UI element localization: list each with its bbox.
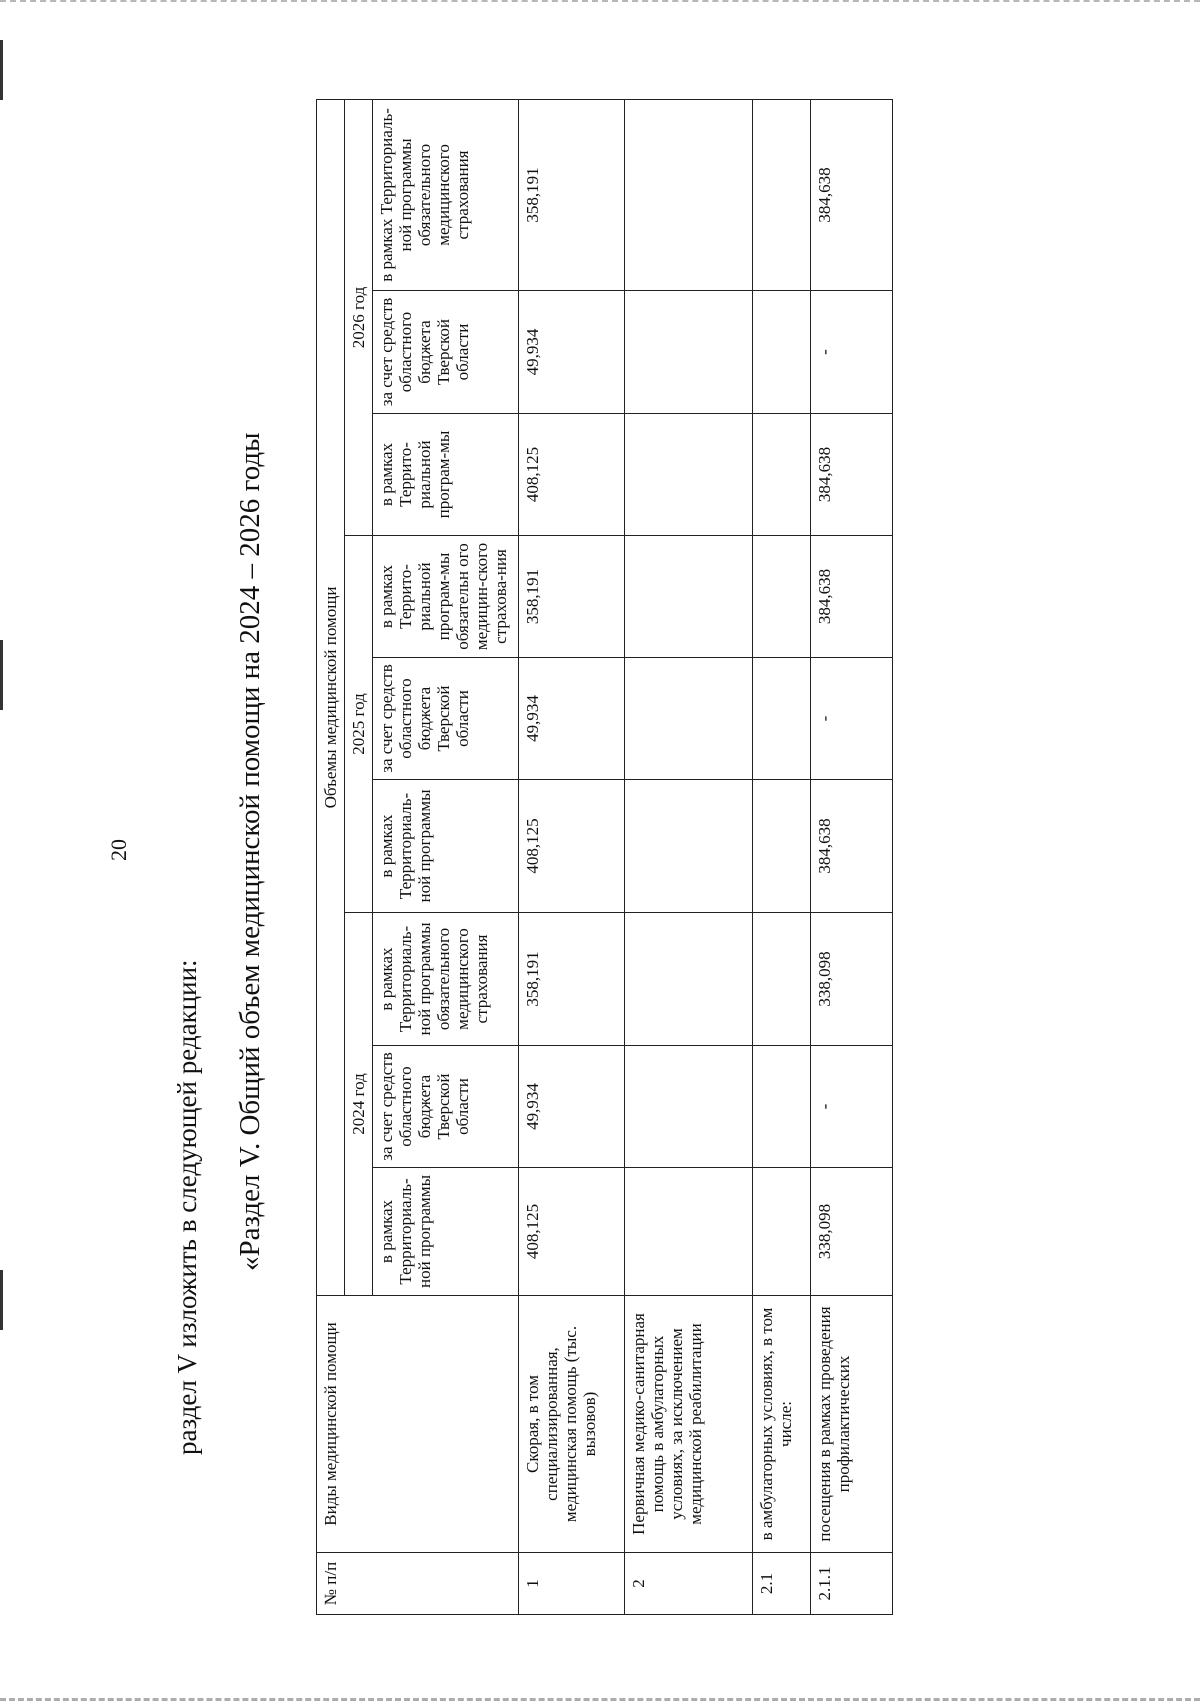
header-year-2026: 2026 год [345,99,373,535]
table-row [625,99,753,1614]
header-kind: Виды медицинской помощи [317,1296,519,1553]
header-year-2025: 2025 год [345,536,373,913]
row-value [753,99,811,290]
row-value: 49,934 [519,291,625,414]
header-source-cell: в рамках Террито-риальной програм-мы обязательн ого медицин-ского страхова-ния [373,536,519,658]
row-value [625,99,753,290]
row-value: - [811,658,893,780]
table-row [753,99,811,1614]
row-value [753,536,811,658]
row-value [625,913,753,1046]
header-volumes: Объемы медицинской помощи [317,99,345,1295]
row-value [753,414,811,536]
row-value [625,1046,753,1168]
header-source-cell: за счет средств областного бюджета Тверской области [373,658,519,780]
row-value [625,414,753,536]
header-source-cell: в рамках Территориаль-ной программы [373,780,519,913]
header-source-cell: за счет средств областного бюджета Тверской области [373,1046,519,1168]
row-value: 49,934 [519,1046,625,1168]
header-source-cell: в рамках Территориаль-ной программы [373,1168,519,1296]
row-value [625,780,753,913]
row-value: 338,098 [811,913,893,1046]
header-row-1 [317,99,345,1614]
row-num: 2 [625,1553,753,1615]
row-value: 408,125 [519,414,625,536]
row-value: 358,191 [519,536,625,658]
row-kind: посещения в рамках проведения профилактических [811,1296,893,1553]
volumes-table [316,99,893,1615]
row-value [625,291,753,414]
header-source-cell: в рамках Террито-риальной програм-мы [373,414,519,536]
header-year-2024: 2024 год [345,913,373,1296]
row-num: 2.1.1 [811,1553,893,1615]
table-row [811,99,893,1614]
row-value [753,1046,811,1168]
row-value [625,1168,753,1296]
row-value: 384,638 [811,99,893,290]
row-kind: Скорая, в том специализированная, медицинская помощь (тыс. вызовов) [519,1296,625,1553]
row-value: 358,191 [519,99,625,290]
row-value: - [811,1046,893,1168]
row-kind: Первичная медико-санитарная помощь в амбулаторных условиях, за исключением медицинской реабилитации [625,1296,753,1553]
row-value: 49,934 [519,658,625,780]
row-value [625,536,753,658]
row-value: 338,098 [811,1168,893,1296]
row-value: 408,125 [519,780,625,913]
header-source-cell: в рамках Территориаль-ной программы обязательного медицинского страхования [373,99,519,290]
row-value [753,658,811,780]
row-kind: в амбулаторных условиях, в том числе: [753,1296,811,1553]
section-title: «Раздел V. Общий объем медицинской помощи на 2024 – 2026 годы [234,432,266,1271]
header-source-cell: за счет средств областного бюджета Тверской области [373,291,519,414]
row-value: 408,125 [519,1168,625,1296]
row-value: 384,638 [811,780,893,913]
row-value: 384,638 [811,536,893,658]
table-row [519,99,625,1614]
row-value [625,658,753,780]
row-value: - [811,291,893,414]
header-num: № п/п [317,1553,519,1615]
row-num: 1 [519,1553,625,1615]
row-value: 358,191 [519,913,625,1046]
page-number: 20 [106,839,131,861]
row-value [753,780,811,913]
row-num: 2.1 [753,1553,811,1615]
row-value [753,291,811,414]
row-value [753,1168,811,1296]
header-source-cell: в рамках Территориаль-ной программы обязательного медицинского страхования [373,913,519,1046]
intro-text: раздел V изложить в следующей редакции: [172,959,202,1455]
row-value [753,913,811,1046]
row-value: 384,638 [811,414,893,536]
